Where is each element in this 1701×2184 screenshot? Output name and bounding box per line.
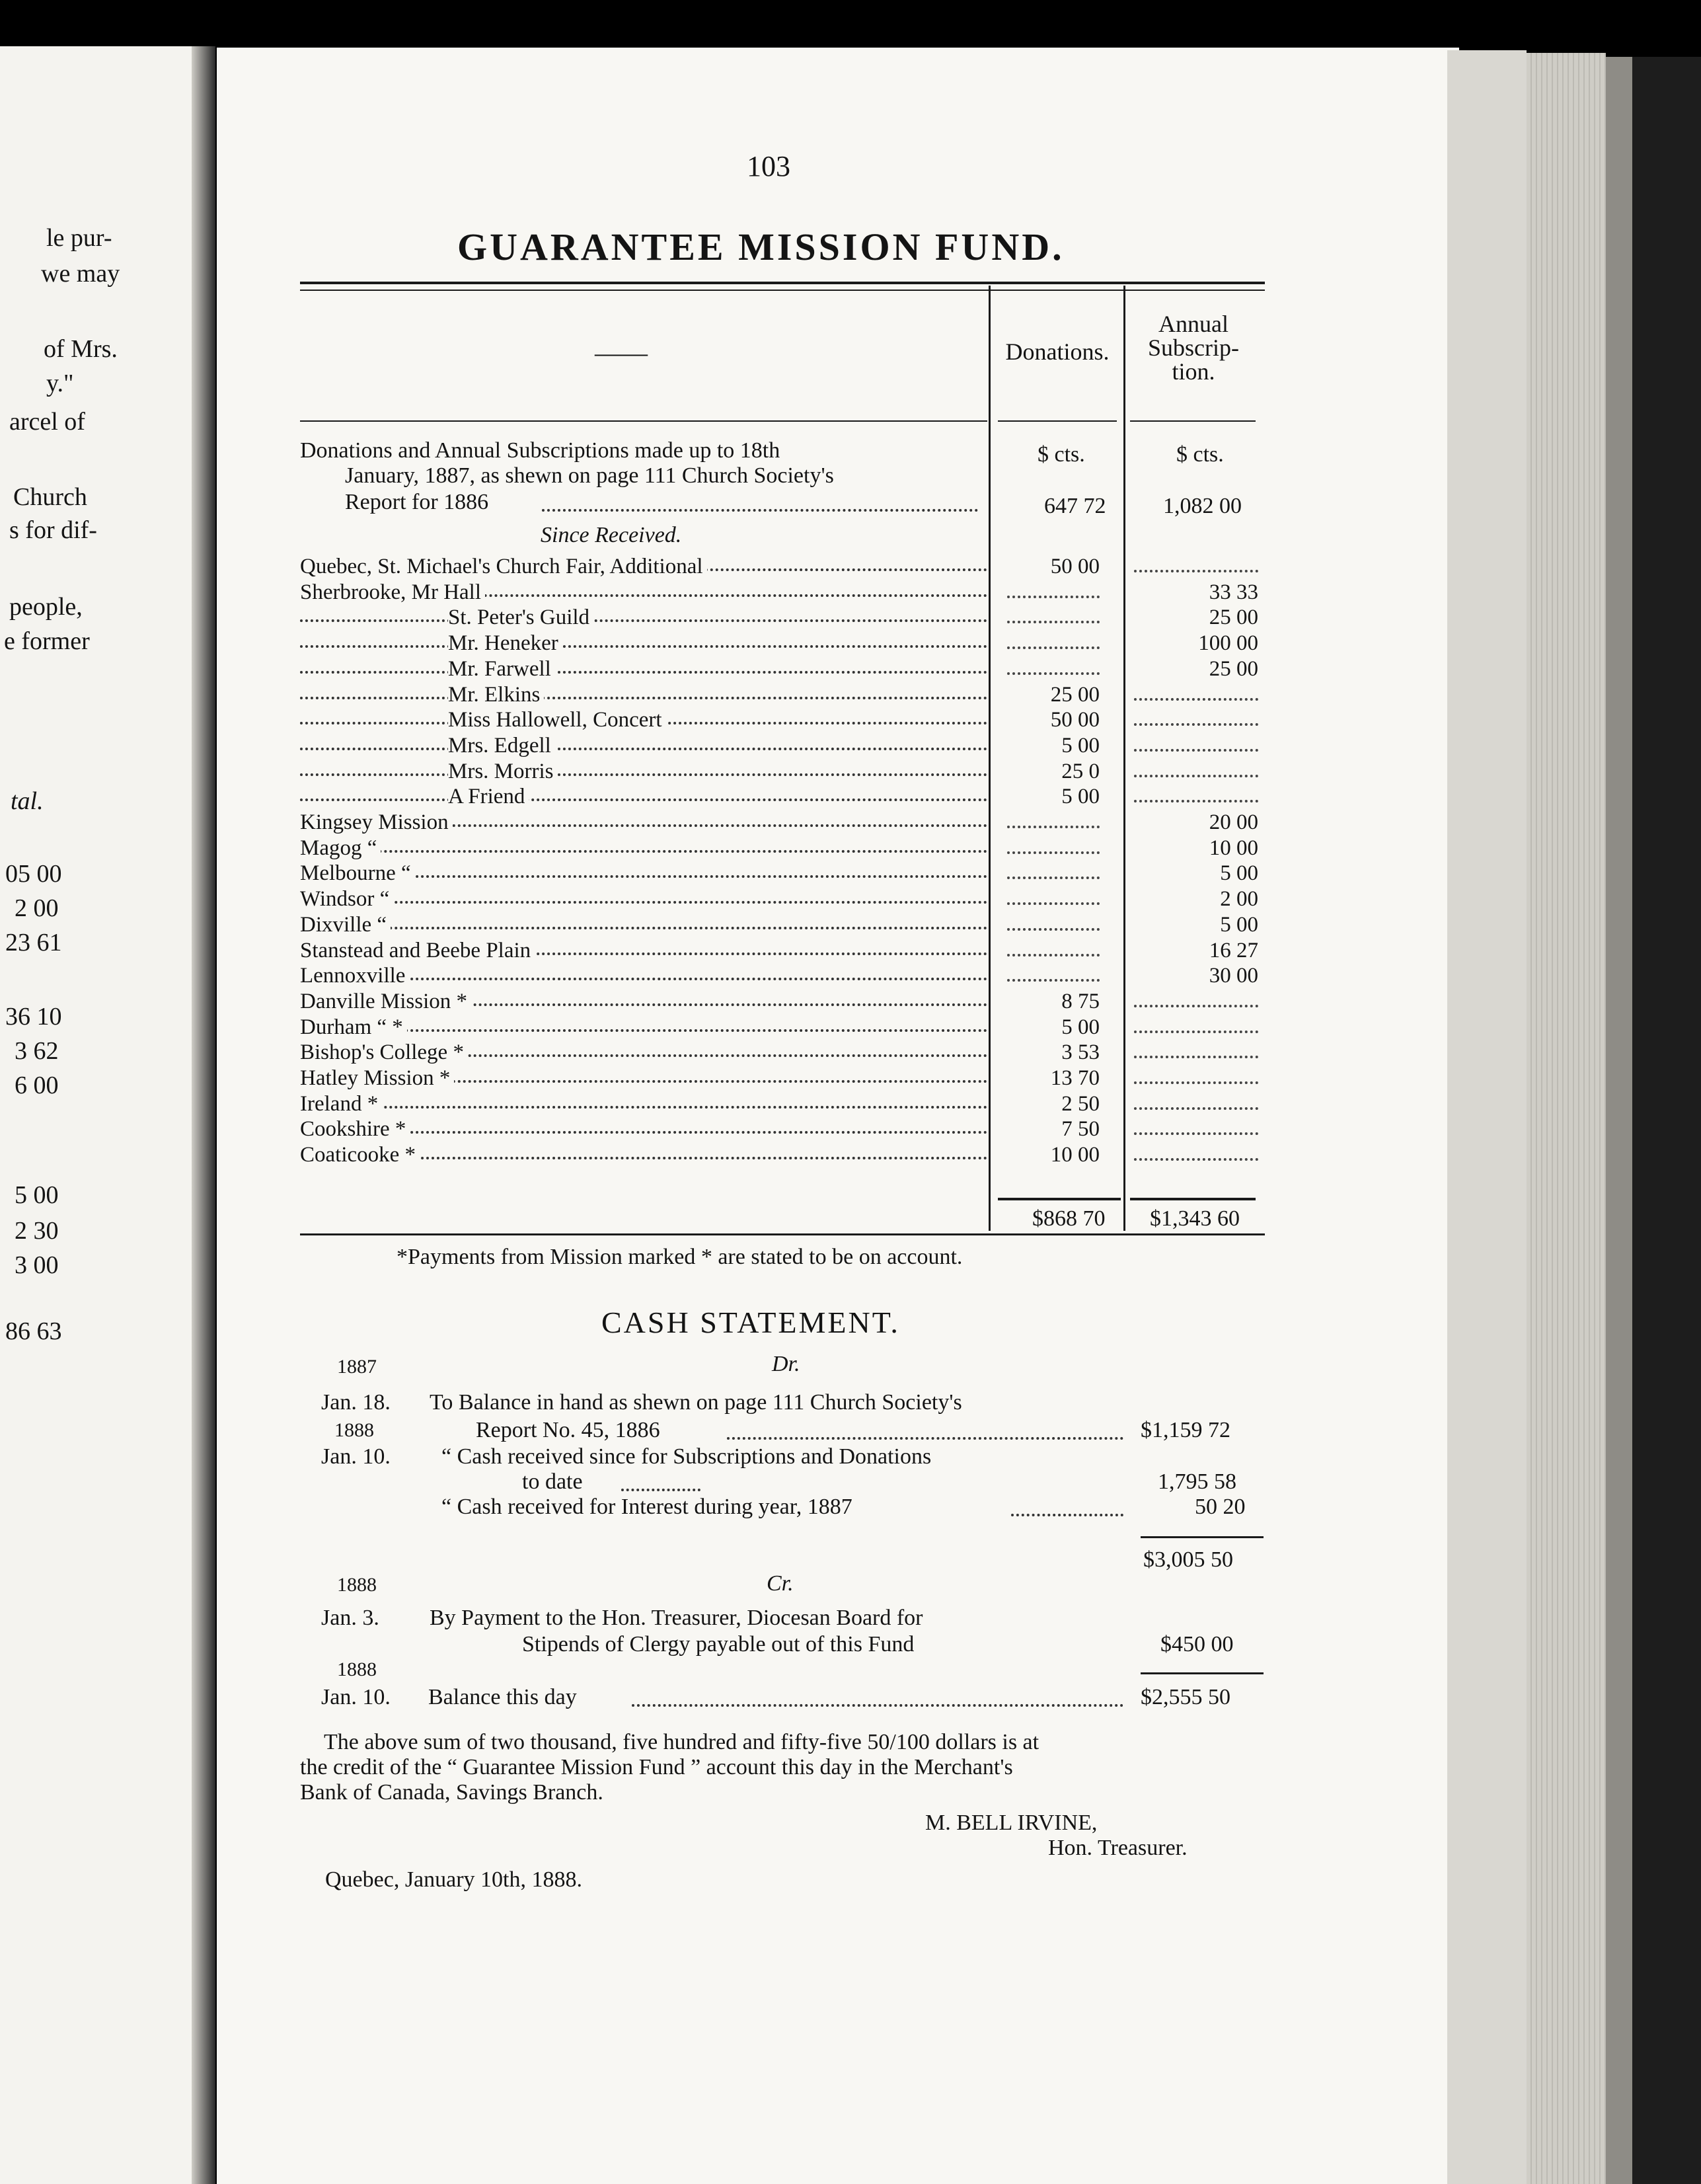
- table-top-rule-thin: [300, 290, 1265, 291]
- row-label: Mr. Elkins: [448, 682, 544, 707]
- row-label: Hatley Mission *: [300, 1066, 454, 1091]
- empty-cell-dots: [1134, 1068, 1258, 1084]
- leader-dots: [300, 597, 987, 622]
- leader-dots: [300, 828, 987, 853]
- left-page-line: we may: [41, 260, 120, 288]
- footnote: *Payments from Mission marked * are stated to be on account.: [397, 1245, 963, 1269]
- closing-paragraph-line: The above sum of two thousand, five hundred and fifty-five 50/100 dollars is at: [324, 1730, 1040, 1754]
- leader-dots: [300, 623, 987, 648]
- left-page-number: 2 30: [15, 1217, 59, 1245]
- total-rule: [998, 1198, 1121, 1200]
- row-donation: 25 00: [1050, 682, 1100, 707]
- entry-amount: 50 20: [1195, 1495, 1246, 1519]
- empty-cell-dots: [1007, 838, 1100, 854]
- closing-paragraph-line: the credit of the “ Guarantee Mission Fund ” account this day in the Merchant's: [300, 1755, 1013, 1779]
- left-page-number: 2 00: [15, 894, 59, 922]
- header-rule: [998, 420, 1117, 422]
- table-row: [300, 1142, 1265, 1167]
- left-page-fragment: [0, 46, 198, 2184]
- column-header-annual: Annual: [1158, 311, 1228, 337]
- row-annual: 25 00: [1209, 656, 1258, 681]
- left-page-line: Church: [13, 483, 87, 511]
- unit-annual: $ cts.: [1176, 442, 1224, 467]
- row-annual: 10 00: [1209, 836, 1258, 860]
- entry-date: Jan. 18.: [321, 1390, 391, 1415]
- row-annual: 16 27: [1209, 938, 1258, 962]
- intro-line: January, 1887, as shewn on page 111 Church Society's: [345, 463, 834, 488]
- left-page-line: tal.: [11, 787, 44, 815]
- row-label: Ireland *: [300, 1091, 382, 1116]
- entry-amount: $450 00: [1160, 1632, 1234, 1657]
- left-page-line: s for dif-: [9, 516, 97, 544]
- row-donation: 10 00: [1050, 1143, 1100, 1167]
- row-label: Mrs. Morris: [448, 759, 558, 784]
- row-donation: 50 00: [1050, 708, 1100, 732]
- leader-dots: [300, 904, 987, 929]
- row-label: Mrs. Edgell: [448, 733, 555, 758]
- row-donation: 7 50: [1061, 1117, 1100, 1142]
- leader-dots: [300, 1083, 987, 1109]
- page-title: GUARANTEE MISSION FUND.: [457, 225, 1065, 268]
- row-label: Bishop's College *: [300, 1040, 468, 1065]
- row-annual: 5 00: [1220, 861, 1258, 886]
- leader-dots: [727, 1437, 1123, 1440]
- left-page-number: 86 63: [5, 1317, 62, 1345]
- column-header-annual: tion.: [1172, 358, 1215, 385]
- entry-date: Jan. 10.: [321, 1444, 391, 1469]
- empty-cell-dots: [1007, 915, 1100, 931]
- row-donation: 5 00: [1061, 1015, 1100, 1039]
- empty-cell-dots: [1134, 685, 1258, 701]
- row-donation: 5 00: [1061, 785, 1100, 809]
- row-label: A Friend: [448, 784, 529, 809]
- entry-line: To Balance in hand as shewn on page 111 Church Society's: [430, 1390, 962, 1415]
- subtotal-rule: [1141, 1536, 1264, 1538]
- cash-statement-title: CASH STATEMENT.: [601, 1306, 900, 1339]
- entry-line: Stipends of Clergy payable out of this Fund: [522, 1632, 915, 1657]
- closing-paragraph-line: Bank of Canada, Savings Branch.: [300, 1780, 603, 1805]
- leader-dots: [300, 674, 987, 699]
- row-label: Mr. Farwell: [448, 656, 555, 682]
- intro-donations: 647 72: [1044, 494, 1106, 518]
- entry-line: By Payment to the Hon. Treasurer, Diocesan Board for: [430, 1606, 923, 1630]
- column-header-annual: Subscrip-: [1148, 334, 1239, 361]
- entry-amount: 1,795 58: [1158, 1469, 1236, 1494]
- dr-year: 1887: [337, 1356, 377, 1378]
- left-page-line: le pur-: [46, 224, 112, 252]
- row-donation: 25 0: [1061, 759, 1100, 783]
- empty-cell-dots: [1134, 761, 1258, 777]
- empty-cell-dots: [1134, 992, 1258, 1007]
- since-received-heading: Since Received.: [541, 523, 682, 547]
- entry-year: 1888: [334, 1419, 374, 1441]
- row-label: St. Peter's Guild: [448, 605, 593, 630]
- row-annual: 5 00: [1220, 912, 1258, 937]
- entry-line: to date: [522, 1469, 583, 1494]
- left-page-line: people,: [9, 593, 83, 621]
- row-label: Magog “: [300, 836, 381, 861]
- row-label: Melbourne “: [300, 861, 415, 886]
- empty-cell-dots: [1007, 607, 1100, 623]
- cr-label: Cr.: [767, 1571, 794, 1596]
- entry-date: Jan. 10.: [321, 1685, 391, 1709]
- left-page-number: 36 10: [5, 1003, 62, 1031]
- entry-amount: $2,555 50: [1141, 1685, 1230, 1709]
- row-label: Durham “ *: [300, 1015, 407, 1040]
- leader-dots: [621, 1489, 700, 1491]
- entry-line: Balance this day: [428, 1685, 577, 1709]
- left-page-line: y.": [46, 370, 74, 397]
- row-label: Quebec, St. Michael's Church Fair, Additional: [300, 554, 707, 579]
- entry-date: Jan. 3.: [321, 1606, 379, 1630]
- empty-cell-dots: [1007, 941, 1100, 956]
- row-annual: 30 00: [1209, 964, 1258, 988]
- entry-line: “ Cash received for Interest during year, 1887: [441, 1495, 852, 1519]
- row-label: Coaticooke *: [300, 1142, 420, 1167]
- page-edge-stack: [1527, 53, 1606, 2184]
- cr-year: 1888: [337, 1574, 377, 1596]
- row-label: Kingsey Mission: [300, 810, 453, 835]
- left-page-line: e former: [4, 627, 90, 655]
- row-label: Lennoxville: [300, 963, 409, 988]
- empty-cell-dots: [1134, 557, 1258, 572]
- row-label: Sherbrooke, Mr Hall: [300, 580, 485, 605]
- unit-donations: $ cts.: [1038, 442, 1085, 467]
- leader-dots: [300, 648, 987, 674]
- row-annual: 100 00: [1198, 631, 1258, 656]
- row-annual: 2 00: [1220, 887, 1258, 912]
- intro-line: Donations and Annual Subscriptions made up to 18th: [300, 438, 780, 463]
- table-bottom-rule: [300, 1233, 1265, 1235]
- total-rule: [1130, 1198, 1256, 1200]
- header-rule: [300, 420, 987, 422]
- empty-cell-dots: [1007, 966, 1100, 982]
- row-label: Dixville “: [300, 912, 391, 937]
- empty-cell-dots: [1134, 1119, 1258, 1135]
- header-rule: [1130, 420, 1256, 422]
- empty-cell-dots: [1007, 633, 1100, 649]
- left-page-number: 3 00: [15, 1251, 59, 1279]
- row-donation: 8 75: [1061, 989, 1100, 1013]
- row-annual: 25 00: [1209, 605, 1258, 630]
- table-top-rule: [300, 282, 1265, 284]
- entry-line: Report No. 45, 1886: [476, 1418, 660, 1442]
- row-label: Cookshire *: [300, 1116, 410, 1142]
- left-page-number: 6 00: [15, 1072, 59, 1099]
- row-label: Mr. Heneker: [448, 631, 562, 656]
- entry-amount: $1,159 72: [1141, 1418, 1230, 1442]
- empty-cell-dots: [1134, 787, 1258, 802]
- leader-dots: [632, 1704, 1123, 1707]
- left-page-line: of Mrs.: [44, 335, 118, 363]
- empty-cell-dots: [1007, 812, 1100, 828]
- left-page-number: 3 62: [15, 1037, 59, 1065]
- row-label: Windsor “: [300, 886, 393, 912]
- row-annual: 20 00: [1209, 810, 1258, 834]
- total-annual: $1,343 60: [1150, 1206, 1240, 1231]
- bal-year: 1888: [337, 1658, 377, 1680]
- row-donation: 2 50: [1061, 1091, 1100, 1116]
- leader-dots: [300, 776, 987, 801]
- book-cover-shadow: [1632, 57, 1701, 2184]
- entry-line: “ Cash received since for Subscriptions and Donations: [441, 1444, 932, 1469]
- row-donation: 3 53: [1061, 1040, 1100, 1065]
- leader-dots: [542, 509, 978, 512]
- empty-cell-dots: [1134, 1042, 1258, 1058]
- balance-rule: [1141, 1672, 1264, 1674]
- row-label: Stanstead and Beebe Plain: [300, 938, 535, 963]
- row-donation: 13 70: [1050, 1066, 1100, 1090]
- empty-cell-dots: [1134, 736, 1258, 752]
- empty-cell-dots: [1007, 889, 1100, 905]
- page-edge: [1447, 50, 1527, 2184]
- left-page-line: arcel of: [9, 408, 85, 436]
- place-date: Quebec, January 10th, 1888.: [325, 1867, 583, 1892]
- row-donation: 5 00: [1061, 733, 1100, 758]
- intro-annual: 1,082 00: [1163, 494, 1242, 518]
- empty-cell-dots: [1007, 863, 1100, 879]
- book-gutter: [192, 46, 215, 2184]
- row-annual: 33 33: [1209, 580, 1258, 604]
- empty-cell-dots: [1007, 659, 1100, 675]
- leader-dots: [300, 751, 987, 776]
- dr-total: $3,005 50: [1143, 1547, 1233, 1572]
- page-number: 103: [747, 150, 790, 182]
- empty-cell-dots: [1007, 582, 1100, 598]
- total-donations: $868 70: [1032, 1206, 1106, 1231]
- dr-label: Dr.: [772, 1352, 800, 1376]
- intro-line: Report for 1886: [345, 490, 489, 514]
- empty-cell-dots: [1134, 1094, 1258, 1110]
- leader-dots: [1011, 1514, 1123, 1516]
- signature-title: Hon. Treasurer.: [1048, 1836, 1188, 1860]
- leader-dots: [300, 725, 987, 750]
- leader-dots: [300, 878, 987, 904]
- row-label: Miss Hallowell, Concert: [448, 707, 666, 732]
- empty-cell-dots: [1134, 710, 1258, 726]
- row-label: Danville Mission *: [300, 989, 471, 1014]
- left-page-number: 05 00: [5, 860, 62, 888]
- header-dash: ——: [595, 338, 648, 368]
- empty-cell-dots: [1134, 1017, 1258, 1033]
- empty-cell-dots: [1134, 1145, 1258, 1161]
- left-page-number: 5 00: [15, 1181, 59, 1209]
- row-donation: 50 00: [1050, 555, 1100, 578]
- left-page-number: 23 61: [5, 929, 62, 956]
- signature: M. BELL IRVINE,: [925, 1811, 1098, 1835]
- column-header-donations: Donations.: [1005, 338, 1110, 365]
